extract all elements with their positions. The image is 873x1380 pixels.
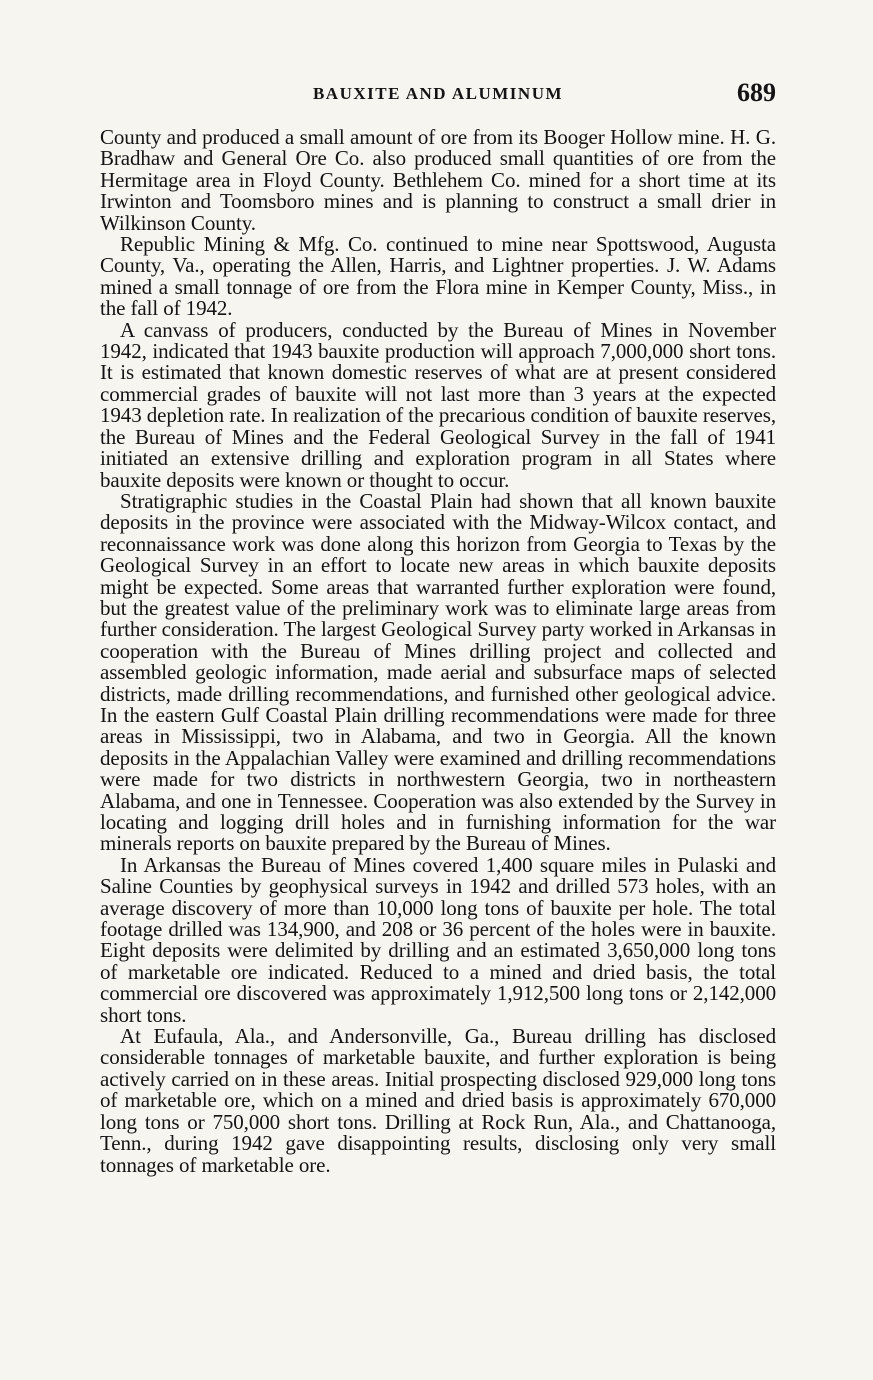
body-text: [100, 127, 776, 1176]
page-number: 689: [737, 78, 776, 107]
paragraph-eufaula-andersonville: At Eufaula, Ala., and Andersonville, Ga., Bureau drilling has disclosed considerable tonnages of marketable bauxite, and further exploration is being actively carried on in these areas. Initial prospecting disclosed 929,000 long tons of marketable ore, which on a mined and dried basis is approximately 670,000 long tons or 750,000 short tons. Drilling at Rock Run, Ala., and Chattanooga, Tenn., during 1942 gave disappointing results, disclosing only very small tonnages of marketable ore.: [100, 1024, 776, 1177]
paragraph-republic-mining: Republic Mining & Mfg. Co. continued to mine near Spottswood, Augusta County, Va., operating the Allen, Harris, and Lightner properties. J. W. Adams mined a small tonnage of ore from the Flora mine in Kemper County, Miss., in the fall of 1942.: [100, 232, 776, 321]
paragraph-canvass-producers: A canvass of producers, conducted by the Bureau of Mines in November 1942, indicated that 1943 bauxite production will approach 7,000,000 short tons. It is estimated that known domestic reserves of what are at present considered commercial grades of bauxite will not last more than 3 years at the expected 1943 depletion rate. In realization of the precarious condition of bauxite reserves, the Bureau of Mines and the Federal Geological Survey in the fall of 1941 initiated an extensive drilling and exploration program in all States where bauxite deposits were known or thought to occur.: [100, 317, 776, 492]
running-title: BAUXITE AND ALUMINUM: [312, 84, 564, 103]
paragraph-continuation: County and produced a small amount of ore from its Booger Hollow mine. H. G. Bradhaw and General Ore Co. also produced small quantities of ore from the Hermitage area in Floyd County. Bethlehem Co. mined for a short time at its Irwinton and Toomsboro mines and is planning to construct a small drier in Wilkinson County.: [100, 125, 776, 235]
paragraph-arkansas-drilling: In Arkansas the Bureau of Mines covered 1,400 square miles in Pulaski and Saline Counties by geophysical surveys in 1942 and drilled 573 holes, with an average discovery of more than 10,000 long tons of bauxite per hole. The total footage drilled was 134,900, and 208 or 36 percent of the holes were in bauxite. Eight deposits were delimited by drilling and an estimated 3,650,000 long tons of marketable ore indicated. Reduced to a mined and dried basis, the total commercial ore discovered was approximately 1,912,500 long tons or 2,142,000 short tons.: [100, 852, 776, 1027]
running-header: [100, 78, 776, 118]
paragraph-stratigraphic-studies: Stratigraphic studies in the Coastal Plain had shown that all known bauxite deposits in the province were associated with the Midway-Wilcox contact, and reconnaissance work was done along this horizon from Georgia to Texas by the Geological Survey in an effort to locate new areas in which bauxite deposits might be expected. Some areas that warranted further exploration were found, but the greatest value of the preliminary work was to eliminate large areas from further consideration. The largest Geological Survey party worked in Arkansas in cooperation with the Bureau of Mines drilling project and collected and assembled geologic information, made aerial and subsurface maps of selected districts, made drilling recommendations, and furnished other geological advice. In the eastern Gulf Coastal Plain drilling recommendations were made for three areas in Mississippi, two in Alabama, and two in Georgia. All the known deposits in the Appalachian Valley were examined and drilling recommendations were made for two districts in northwestern Georgia, two in northeastern Alabama, and one in Tennessee. Cooperation was also extended by the Survey in locating and logging drill holes and in furnishing information for the war minerals reports on bauxite prepared by the Bureau of Mines.: [100, 488, 776, 856]
